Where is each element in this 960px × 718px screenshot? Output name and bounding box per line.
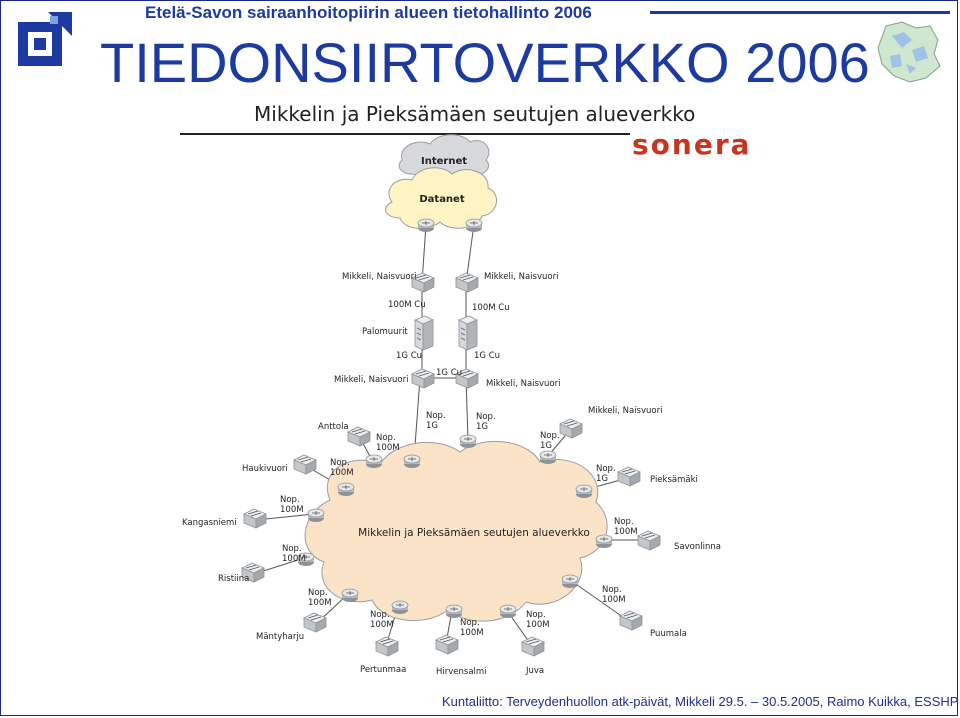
- switch-icon: [376, 637, 398, 656]
- site-label-savonlinna: Savonlinna: [674, 542, 721, 552]
- site-label-pertunmaa: Pertunmaa: [360, 665, 407, 675]
- router-icon: [500, 605, 516, 618]
- router-icon: [576, 485, 592, 498]
- speed-label: Nop. 100M: [376, 433, 400, 453]
- switch-icon: [560, 419, 582, 438]
- site-label-juva: Juva: [526, 666, 545, 676]
- switch-icon: [456, 273, 478, 292]
- site-label-pieksamaki: Pieksämäki: [650, 475, 698, 485]
- server-icon: [415, 316, 433, 350]
- speed-label: Nop. 100M: [602, 585, 626, 605]
- footer-text: Kuntaliitto: Terveydenhuollon atk-päivät, Mikkeli 29.5. – 30.5.2005, Raimo Kuikka, ESSHP: [442, 694, 959, 709]
- uplink-label: Nop. 1G: [476, 412, 496, 432]
- link-label: 1G Cu: [474, 351, 501, 361]
- switch-icon: [294, 455, 316, 474]
- speed-label: Nop. 100M: [370, 610, 394, 630]
- site-label-kangasniemi: Kangasniemi: [182, 518, 237, 528]
- core-site-label: Mikkeli, Naisvuori: [334, 375, 409, 385]
- organization-title: Etelä-Savon sairaanhoitopiirin alueen tietohallinto 2006: [145, 3, 592, 22]
- page-title: TIEDONSIIRTOVERKKO 2006: [100, 31, 870, 94]
- link-label: 1G Cu: [396, 351, 423, 361]
- speed-label: Nop. 100M: [614, 517, 638, 537]
- speed-label: Nop. 1G: [596, 464, 616, 484]
- server-icon: [459, 316, 477, 350]
- site-label-mikkeli: Mikkeli, Naisvuori: [588, 406, 663, 416]
- diagram-subtitle: Mikkelin ja Pieksämäen seutujen alueverkko: [254, 102, 696, 126]
- internet-label: Internet: [420, 156, 468, 167]
- core-site-label: Mikkeli, Naisvuori: [486, 379, 561, 389]
- speed-label: Nop. 100M: [330, 458, 354, 478]
- sonera-logo: sonera: [632, 128, 752, 161]
- router-icon: [460, 435, 476, 448]
- ring-label: Mikkelin ja Pieksämäen seutujen alueverkko: [358, 527, 590, 539]
- switch-icon: [618, 467, 640, 486]
- site-label-puumala: Puumala: [650, 629, 687, 639]
- router-icon: [392, 601, 408, 614]
- switch-icon: [348, 427, 370, 446]
- site-label-mantyharju: Mäntyharju: [256, 632, 305, 642]
- speed-label: Nop. 100M: [308, 588, 332, 608]
- link-label: 100M Cu: [388, 300, 426, 310]
- link-label: 1G Cu: [436, 368, 463, 378]
- uplink-labels: [426, 411, 496, 432]
- router-icon: [366, 455, 382, 468]
- switch-icon: [436, 635, 458, 654]
- site-label-haukivuori: Haukivuori: [242, 464, 288, 474]
- uplink-label: Nop. 1G: [426, 411, 446, 431]
- core-site-label: Mikkeli, Naisvuori: [342, 272, 417, 282]
- firewall-label: Palomuurit: [362, 327, 408, 337]
- speed-label: Nop. 1G: [540, 431, 560, 451]
- speed-label: Nop. 100M: [282, 544, 306, 564]
- switch-icon: [244, 509, 266, 528]
- router-icon: [404, 455, 420, 468]
- switch-icon: [638, 531, 660, 550]
- router-icon: [446, 605, 462, 618]
- switch-icon: [620, 611, 642, 630]
- datanet-label: Datanet: [419, 194, 465, 205]
- core-site-label: Mikkeli, Naisvuori: [484, 272, 559, 282]
- switch-icon: [304, 613, 326, 632]
- router-icon: [562, 575, 578, 588]
- router-icon: [596, 535, 612, 548]
- router-icon: [342, 589, 358, 602]
- router-icon: [418, 219, 434, 232]
- link-label: 100M Cu: [472, 303, 510, 313]
- site-label-hirvensalmi: Hirvensalmi: [436, 667, 487, 677]
- switch-icon: [522, 637, 544, 656]
- speed-label: Nop. 100M: [460, 618, 484, 638]
- router-icon: [540, 451, 556, 464]
- router-icon: [308, 509, 324, 522]
- speed-label: Nop. 100M: [280, 495, 304, 515]
- speed-label: Nop. 100M: [526, 610, 550, 630]
- router-icon: [338, 483, 354, 496]
- switch-icon: [412, 369, 434, 388]
- site-label-anttola: Anttola: [318, 422, 349, 432]
- router-icon: [466, 219, 482, 232]
- site-label-ristiina: Ristiina: [218, 574, 250, 584]
